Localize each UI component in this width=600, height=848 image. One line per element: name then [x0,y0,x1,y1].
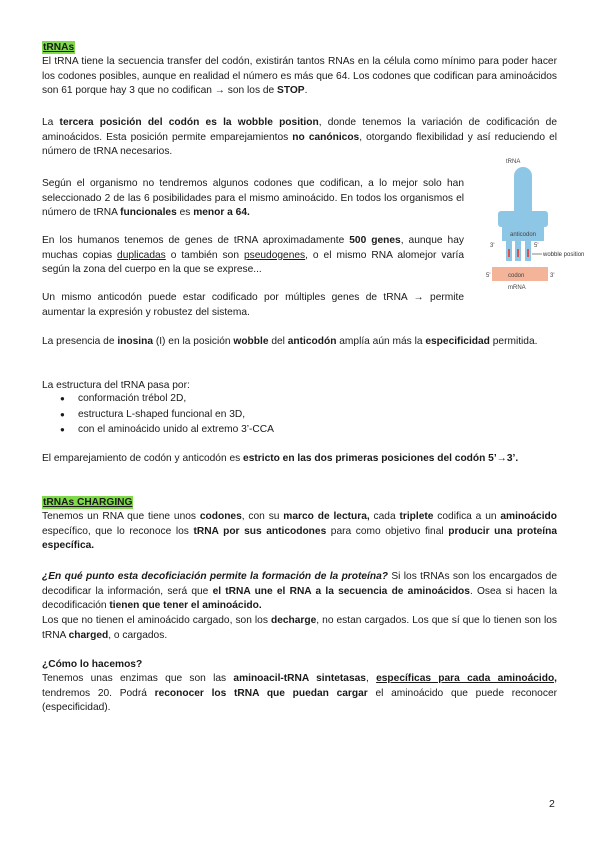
bullet-item: ● estructura L-shaped funcional en 3D, [60,408,274,424]
text-run: Según el organismo no tendremos algunos codones que codifican, a lo mejor solo han seleccionado 2 de las 6 posibilidades para el mismo aminoácido. En todos los organismos el número de tRNA [42,178,464,219]
label-5prime-left: 5' [486,273,491,279]
paragraph-trna-intro [42,55,557,99]
text-run: triplete [399,511,434,522]
label-3prime-right: 3' [550,273,555,279]
section-title-trnas-text: tRNAs [43,42,75,53]
text-run: producir una proteína específica. [42,525,558,552]
text-run: el tRNA une el RNA a la secuencia de aminoácidos [212,585,470,597]
paragraph-pairing-strict [42,452,557,467]
structure-bullet-list [60,392,274,439]
pairing-mark-wobble [527,249,529,257]
text-run: codifica a un [433,511,501,522]
text-run: Si los tRNAs son los encargados de decodificar la información, será que [42,571,557,597]
paragraph-wobble-position [42,116,557,160]
trna-arms-shape [498,211,548,227]
text-run: El tRNA tiene la secuencia transfer del codón, existirán tantos RNAs en la célula como mínimo para poder hacer los codones posibles, aunque en realidad el número es más que 64. Los codones que codifican para aminoácidos son 61 porque hay 3 que no codifican → son los de [42,56,557,97]
text-run: para como objetivo final [326,525,449,537]
page-number: 2 [549,798,555,810]
wobble-position-label: wobble position [543,252,585,258]
text-run: tercera posición del codón es la wobble position [59,117,319,128]
text-run: La presencia de [42,336,118,347]
text-run: La [42,117,60,128]
trna-diagram [484,155,596,295]
text-run: anticodón [287,336,337,347]
text-run: tendremos 20. Podrá [42,687,155,699]
bullet-item: ● conformación trébol 2D, [60,392,274,408]
paragraph-inosine [42,335,557,350]
anticodon-label: anticodon [510,232,537,238]
text-run: cada [369,511,400,522]
paragraph-human-genes [42,234,464,278]
text-run: aminoacil-tRNA sintetasas [233,673,366,684]
paragraph-anticodon-genes [42,291,464,320]
text-run: (I) en la posición [153,336,234,347]
text-run: En los humanos tenemos de genes de tRNA aproximadamente [42,235,350,246]
text-run: , o cargados. [108,629,168,641]
text-run: , aunque hay muchas copias [42,235,464,261]
text-run: del [268,336,288,347]
text-run: codones [199,511,242,522]
text-run: no canónicos [292,131,360,143]
text-run: específicas para cada aminoácido, [376,673,558,684]
pairing-mark-1 [508,249,510,257]
text-run: , otorgando flexibilidad y así reduciendo el número de tRNA necesarios. [42,131,557,158]
text-run: aminoácido [500,511,557,522]
text-run: o también son [165,249,244,261]
text-run: estricto en las dos primeras posiciones del codón 5’→3’. [243,453,519,464]
text-run: , no estan cargados. Los que sí que lo tienen son los tRNA [42,615,557,641]
text-run: decharge [270,615,317,626]
text-run: , con su [241,511,284,522]
text-run: , donde tenemos la variación de codificación de aminoácidos. Esta posición permite emparejamientos [42,117,557,143]
text-run: Un mismo anticodón puede estar codificado por múltiples genes de tRNA → permite aumentar la expresión y robustez del sistema. [42,292,464,318]
text-run: específico, que lo reconoce los [42,525,194,537]
text-run: . Osea si hacen la decodificación [42,585,558,612]
paragraph-synthetases [42,672,557,716]
text-run: ¿Cómo lo hacemos? [42,659,143,670]
text-run: permitida. [489,336,538,347]
text-run: , o el mismo RNA alomejor varía según la zona del cuerpo en la que se exprese... [42,249,464,276]
pairing-mark-2 [517,249,519,257]
text-run: 500 genes [349,235,401,246]
section-title-charging-text: tRNAs CHARGING [43,497,133,508]
paragraph-charging-intro [42,510,557,554]
text-run: tRNA por sus anticodones [193,525,327,537]
text-run: ¿En qué punto esta decoficiación permite la formación de la proteína? [42,571,388,582]
text-run: wobble [233,336,269,347]
text-run: menor a 64. [193,207,250,219]
text-run: funcionales [120,207,177,219]
text-run: el aminoácido que puede reconocer (especificidad). [42,687,557,714]
text-run: Tenemos un RNA que tiene unos [42,511,200,522]
text-run: El emparejamiento de codón y anticodón es [42,453,244,464]
trna-title-label: tRNA [506,159,521,165]
text-run: Tenemos unas enzimas que son las [42,673,234,684]
text-run: charged [68,629,109,641]
text-run: amplía aún más la [336,336,426,347]
text-run: pseudogenes [243,249,306,261]
paragraph-decoding-question [42,570,557,614]
codon-label: codon [508,273,525,279]
text-run: , [365,673,377,684]
paragraph-organism-codons [42,177,464,221]
text-run: reconocer los tRNA que puedan cargar [154,687,368,699]
section-title-trnas [42,41,557,54]
text-run: es [176,207,194,219]
label-5prime-right: 5' [534,243,539,249]
mrna-label: mRNA [508,285,526,291]
paragraph-charged-uncharged [42,614,557,643]
text-run: inosina [117,336,153,347]
text-run: marco de lectura, [283,511,370,522]
text-run: tienen que tener el aminoácido. [109,600,262,612]
text-run: La estructura del tRNA pasa por: [42,380,190,391]
text-run: STOP [277,85,305,97]
text-run: duplicadas [117,249,166,261]
label-3prime-left: 3' [490,243,495,249]
text-run: . [304,85,308,97]
text-run: Los que no tienen el aminoácido cargado, son los [42,615,271,626]
section-title-charging [42,496,557,509]
subheading-how [42,658,557,673]
text-run: especificidad [425,336,490,347]
bullet-item: ● con el aminoácido unido al extremo 3’-CCA [60,423,274,439]
